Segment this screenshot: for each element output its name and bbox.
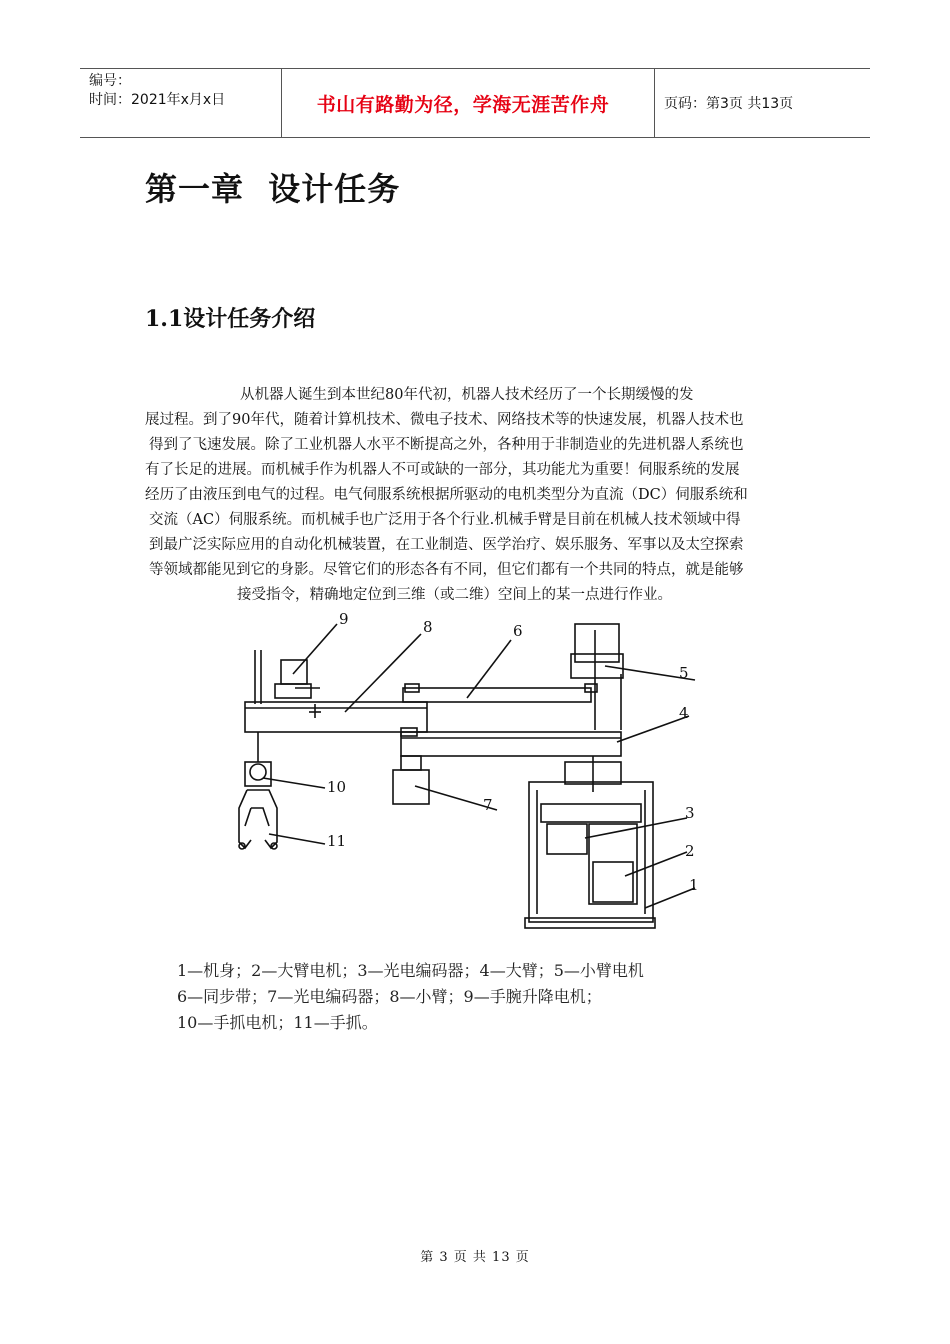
chapter-title: 第一章 设计任务 — [145, 170, 401, 208]
figure-label-1: 1 — [689, 876, 699, 894]
figure-label-6: 6 — [513, 622, 523, 640]
figure-label-7: 7 — [483, 796, 493, 814]
header-meta-cell — [80, 69, 281, 137]
paragraph-line: 交流（AC）伺服系统。而机械手也广泛用于各个行业.机械手臂是目前在机械人技术领域中得 — [149, 512, 741, 528]
caption-line: 10—手抓电机；11—手抓。 — [177, 1013, 378, 1032]
header-page-cell — [654, 69, 870, 137]
figure-label-3: 3 — [685, 804, 695, 822]
caption-line: 6—同步带；7—光电编码器；8—小臂；9—手腕升降电机； — [177, 987, 602, 1006]
header-date-label: 时间：2021年x月x日 — [89, 92, 226, 108]
paragraph-line: 展过程。到了90年代，随着计算机技术、微电子技术、网络技术等的快速发展，机器人技术也 — [145, 412, 744, 428]
caption-line: 1—机身；2—大臂电机；3—光电编码器；4—大臂；5—小臂电机 — [177, 961, 644, 980]
section-title: 1.1设计任务介绍 — [145, 306, 316, 332]
paragraph-line: 得到了飞速发展。除了工业机器人水平不断提高之外，各种用于非制造业的先进机器人系统也 — [149, 437, 744, 453]
figure-label-5: 5 — [679, 664, 689, 682]
header-page-info: 页码：第3页 共13页 — [664, 96, 794, 112]
figure-caption — [177, 958, 644, 1036]
header-number-label: 编号： — [89, 73, 131, 89]
robot-arm-diagram — [225, 612, 705, 942]
paragraph-line: 接受指令，精确地定位到三维（或二维）空间上的某一点进行作业。 — [237, 587, 672, 603]
header-motto-cell — [281, 69, 655, 137]
paragraph-line: 有了长足的进展。而机械手作为机器人不可或缺的一部分，其功能尤为重要！伺服系统的发展 — [145, 462, 740, 478]
figure-label-8: 8 — [423, 618, 433, 636]
figure-label-4: 4 — [679, 704, 689, 722]
figure-label-11: 11 — [327, 832, 347, 850]
figure-label-9: 9 — [339, 612, 349, 628]
paragraph-line: 等领域都能见到它的身影。尽管它们的形态各有不同，但它们都有一个共同的特点，就是能够 — [149, 562, 744, 578]
header-motto: 书山有路勤为径，学海无涯苦作舟 — [316, 93, 610, 116]
paragraph-line: 经历了由液压到电气的过程。电气伺服系统根据所驱动的电机类型分为直流（DC）伺服系统和 — [145, 487, 748, 503]
paragraph-line: 到最广泛实际应用的自动化机械装置，在工业制造、医学治疗、娱乐服务、军事以及太空探索 — [149, 537, 744, 553]
robot-arm-drawing — [225, 612, 705, 942]
paragraph-line: 从机器人诞生到本世纪80年代初，机器人技术经历了一个长期缓慢的发 — [240, 387, 694, 403]
figure-label-10: 10 — [327, 778, 347, 796]
figure-label-2: 2 — [685, 842, 695, 860]
page-footer: 第 3 页 共 13 页 — [420, 1250, 530, 1265]
document-header — [80, 68, 870, 138]
